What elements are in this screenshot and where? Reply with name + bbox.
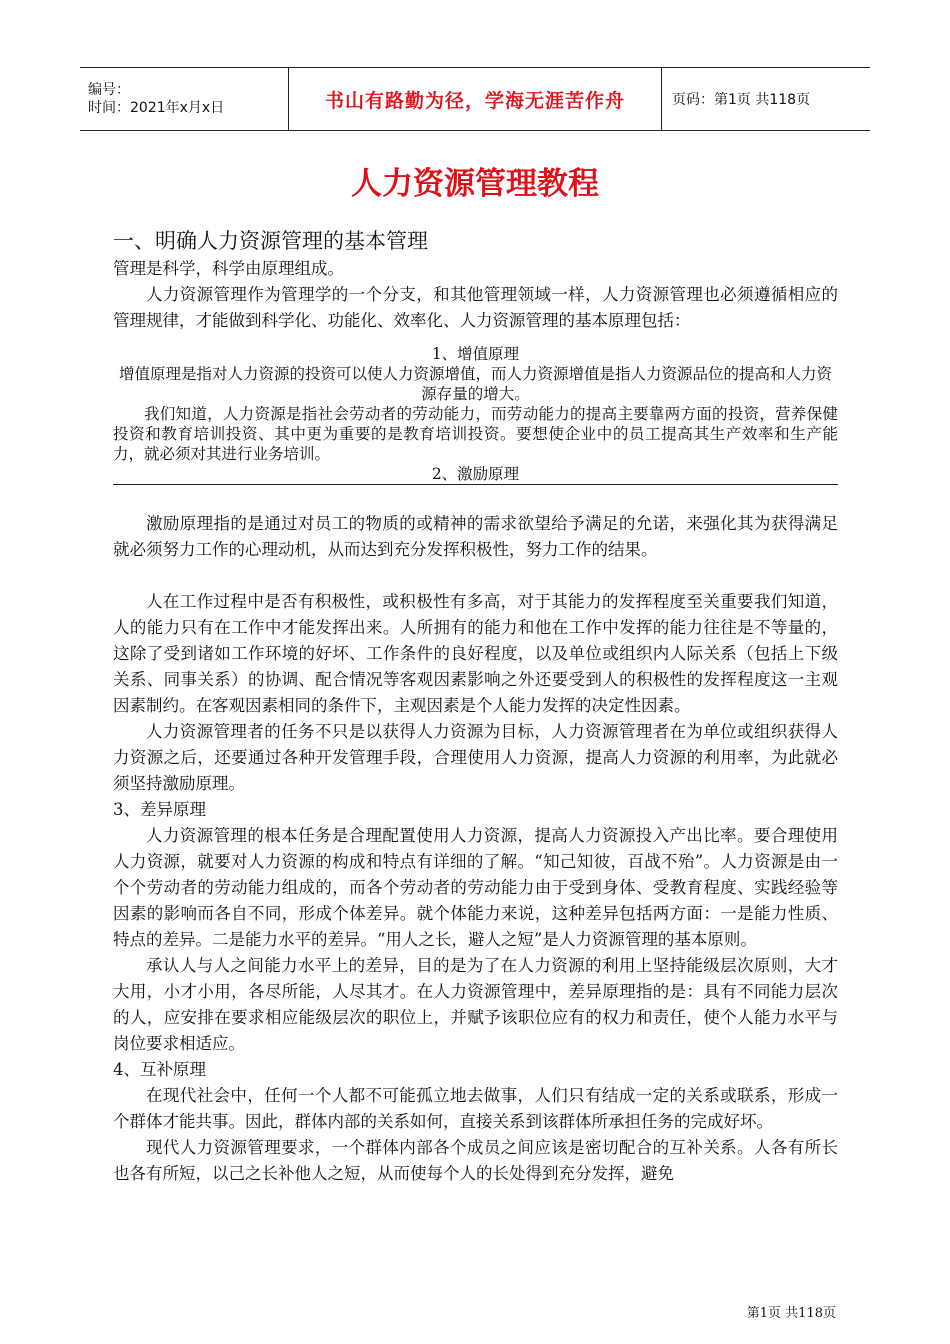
paragraph: 现代人力资源管理要求，一个群体内部各个成员之间应该是密切配合的互补关系。人各有所长也各有所短，以己之长补他人之短，从而使每个人的长处得到充分发挥，避免 (113, 1138, 838, 1183)
paragraph: 人力资源管理作为管理学的一个分支，和其他管理领域一样，人力资源管理也必须遵循相应的管理规律，才能做到科学化、功能化、效率化、人力资源管理的基本原理包括： (113, 285, 838, 330)
principle-title: 2、激励原理 (431, 465, 520, 483)
paragraph: 激励原理指的是通过对员工的物质的或精神的需求欲望给予满足的允诺，来强化其为获得满足就必须努力工作的心理动机，从而达到充分发挥积极性，努力工作的结果。 (113, 514, 838, 559)
page-info: 页码：第1页 共118页 (672, 92, 811, 108)
number-label: 编号： (88, 82, 130, 98)
paragraph: 承认人与人之间能力水平上的差异，目的是为了在人力资源的利用上坚持能级层次原则，大才大用，小才小用，各尽所能，人尽其才。在人力资源管理中，差异原理指的是：具有不同能力层次的人，应安排在要求相应能级层次的职位上，并赋予该职位应有的权力和责任，使个人能力水平与岗位要求相适应。 (113, 956, 838, 1053)
principle-title: 4、互补原理 (113, 1060, 206, 1079)
paragraph: 管理是科学，科学由原理组成。 (113, 259, 344, 278)
document-body (113, 226, 838, 1187)
motto: 书山有路勤为径，学海无涯苦作舟 (324, 89, 625, 112)
paragraph: 人力资源管理的根本任务是合理配置使用人力资源，提高人力资源投入产出比率。要合理使用人力资源，就要对人力资源的构成和特点有详细的了解。“知己知彼，百战不殆”。人力资源是由一个个劳动者的劳动能力组成的，而各个劳动者的劳动能力由于受到身体、受教育程度、实践经验等因素的影响而各自不同，形成个体差异。就个体能力来说，这种差异包括两方面：一是能力性质、特点的差异。二是能力水平的差异。“用人之长，避人之短”是人力资源管理的基本原则。 (113, 826, 838, 949)
paragraph: 人在工作过程中是否有积极性，或积极性有多高，对于其能力的发挥程度至关重要我们知道，人的能力只有在工作中才能发挥出来。人所拥有的能力和他在工作中发挥的能力往往是不等量的，这除了受到诸如工作环境的好坏、工作条件的良好程度，以及单位或组织内人际关系（包括上下级关系、同事关系）的协调、配合情况等客观因素影响之外还要受到人的积极性的发挥程度这一主观因素制约。在客观因素相同的条件下，主观因素是个人能力发挥的决定性因素。 (113, 592, 838, 715)
page-footer: 第1页 共118页 (746, 1306, 836, 1321)
page-header (80, 67, 870, 131)
paragraph: 在现代社会中，任何一个人都不可能孤立地去做事，人们只有结成一定的关系或联系，形成一个群体才能共事。因此，群体内部的关系如何，直接关系到该群体所承担任务的完成好坏。 (113, 1086, 838, 1131)
document-title: 人力资源管理教程 (351, 166, 599, 202)
principle-title: 3、差异原理 (113, 800, 206, 819)
paragraph: 人力资源管理者的任务不只是以获得人力资源为目标，人力资源管理者在为单位或组织获得人力资源之后，还要通过各种开发管理手段，合理使用人力资源，提高人力资源的利用率，为此就必须坚持激励原理。 (113, 722, 838, 793)
header-page-info (662, 68, 870, 130)
principle-1-block (113, 344, 838, 485)
principle-title: 1、增值原理 (431, 345, 520, 363)
time-label: 时间：2021年x月x日 (88, 100, 225, 116)
section-heading: 一、明确人力资源管理的基本管理 (113, 229, 428, 253)
header-meta (80, 68, 289, 130)
paragraph: 我们知道，人力资源是指社会劳动者的劳动能力，而劳动能力的提高主要靠两方面的投资，营养保健投资和教育培训投资、其中更为重要的是教育培训投资。要想使企业中的员工提高其生产效率和生产能力，就必须对其进行业务培训。 (113, 405, 838, 463)
paragraph: 增值原理是指对人力资源的投资可以使人力资源增值，而人力资源增值是指人力资源品位的提高和人力资源存量的增大。 (118, 365, 832, 403)
header-motto-cell (289, 68, 662, 130)
